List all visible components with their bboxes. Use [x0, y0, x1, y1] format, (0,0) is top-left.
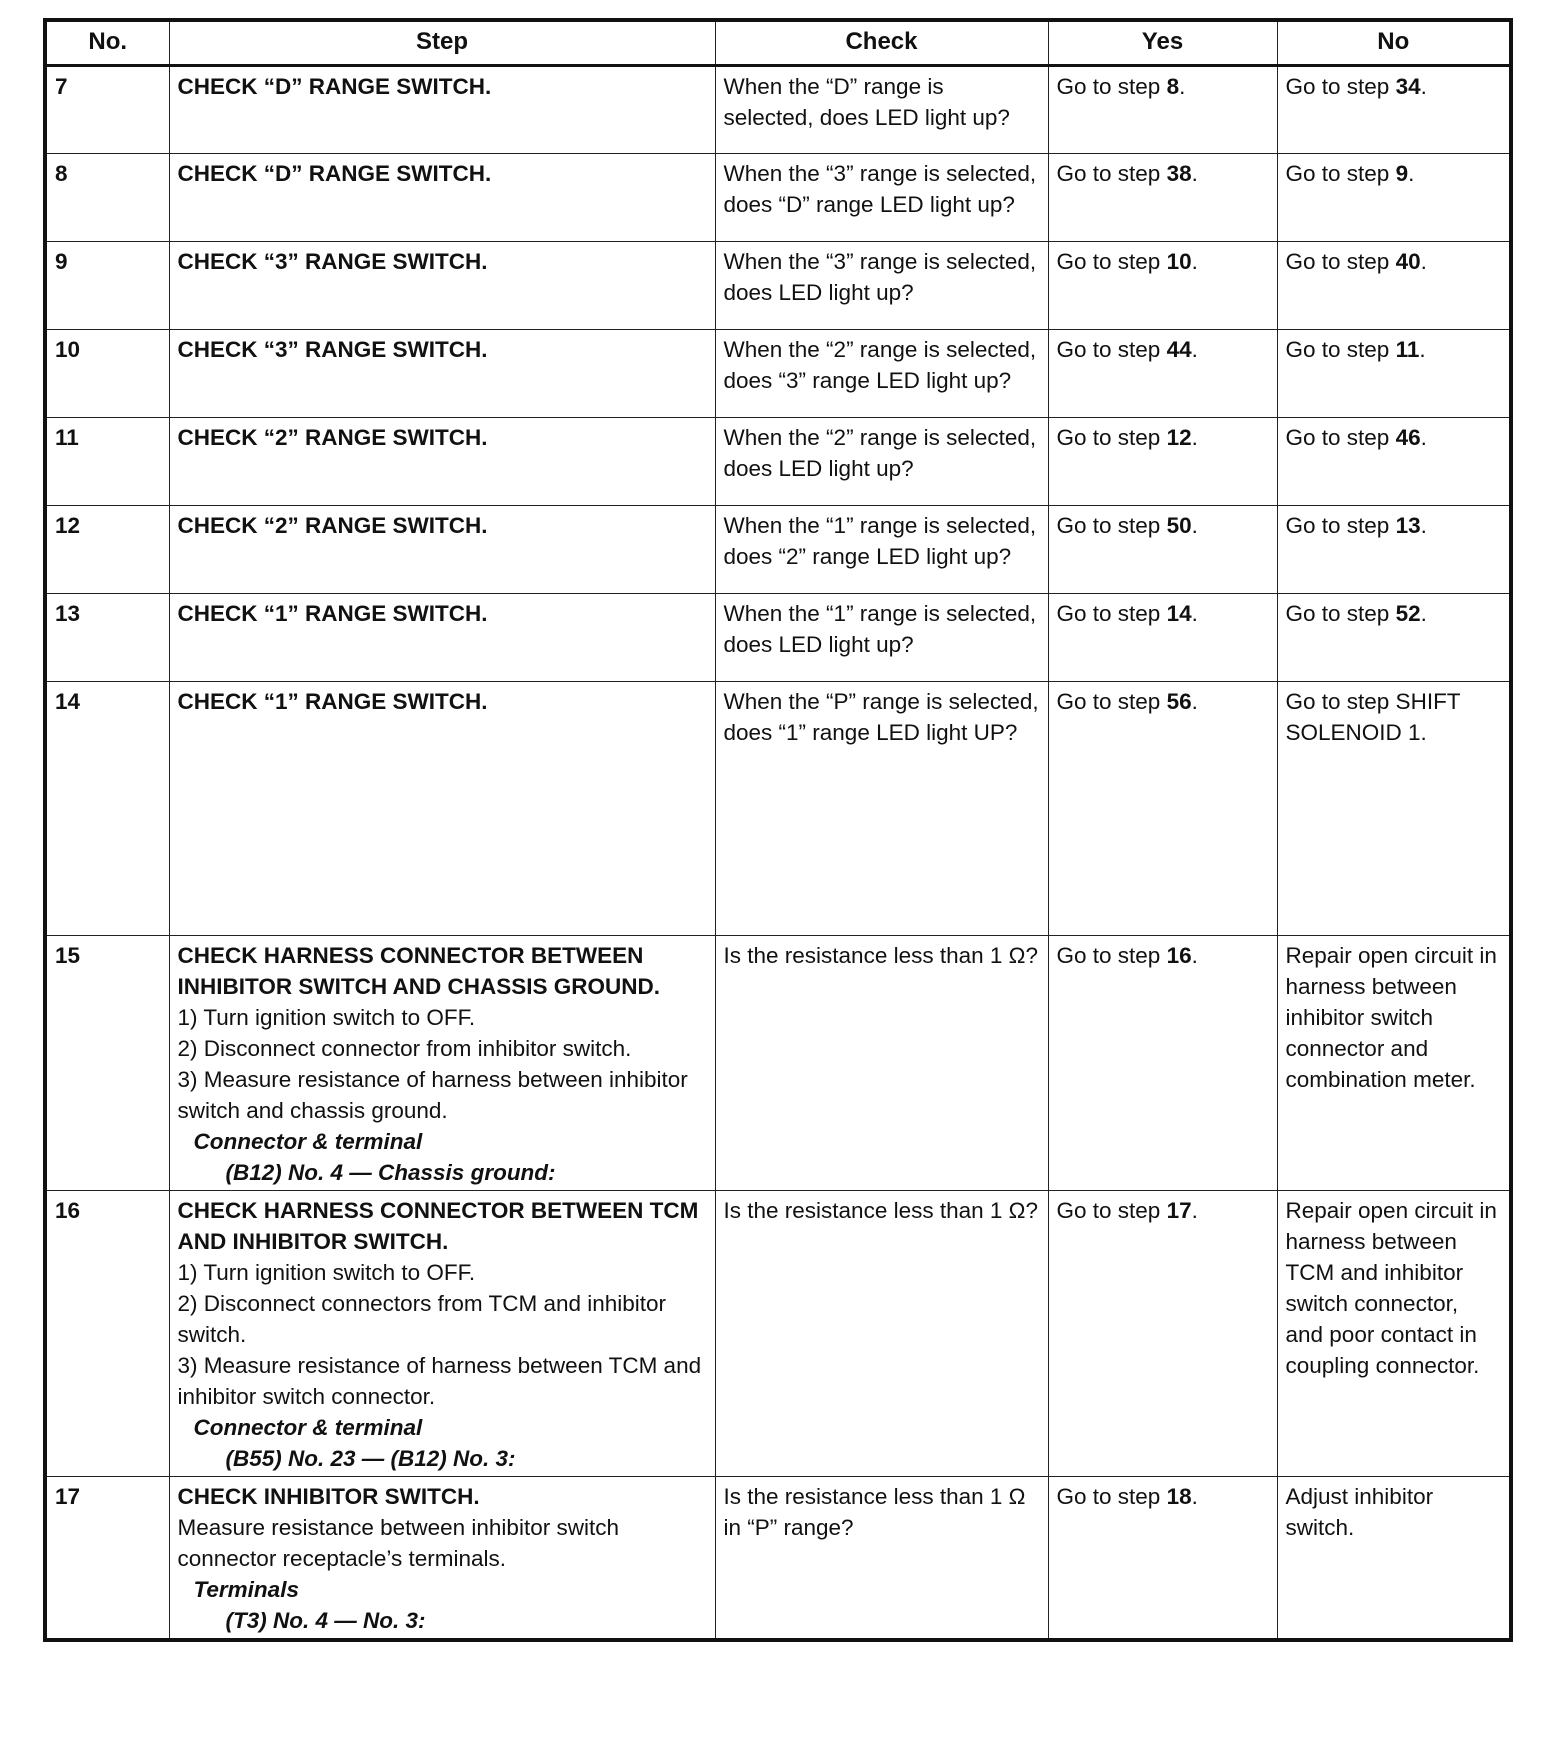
step-title: CHECK “3” RANGE SWITCH. [177, 249, 488, 274]
step-number: 11 [45, 418, 169, 506]
yes-cell [1048, 66, 1277, 154]
goto-prefix: Go to step [1056, 513, 1167, 538]
step-title: CHECK “2” RANGE SWITCH. [177, 513, 488, 538]
step-cell [169, 1191, 715, 1477]
step-instruction: 1) Turn ignition switch to OFF. [177, 1005, 476, 1030]
table-row [45, 1477, 1511, 1641]
no-step-number: 52 [1395, 601, 1421, 626]
check-cell [715, 242, 1048, 330]
step-instruction: 2) Disconnect connector from inhibitor switch. [177, 1036, 632, 1061]
step-cell [169, 936, 715, 1191]
yes-cell [1048, 242, 1277, 330]
goto-prefix: Go to step [1056, 74, 1167, 99]
header-yes: Yes [1048, 20, 1277, 66]
check-cell [715, 936, 1048, 1191]
step-title: CHECK “1” RANGE SWITCH. [177, 601, 488, 626]
yes-cell [1048, 154, 1277, 242]
goto-suffix: . [1191, 425, 1198, 450]
step-title: CHECK “D” RANGE SWITCH. [177, 161, 492, 186]
check-question: When the “3” range is selected, does LED light up? [723, 249, 1037, 305]
yes-step-number: 10 [1166, 249, 1192, 274]
goto-suffix: . [1191, 513, 1198, 538]
yes-step-number: 12 [1166, 425, 1192, 450]
table-row [45, 154, 1511, 242]
goto-prefix: Go to step [1285, 601, 1396, 626]
step-cell [169, 242, 715, 330]
step-number: 15 [45, 936, 169, 1191]
no-cell [1277, 66, 1511, 154]
step-title: CHECK “3” RANGE SWITCH. [177, 337, 488, 362]
no-action-text: Repair open circuit in harness between TCM and inhibitor switch connector, and poor contact in coupling connector. [1285, 1198, 1497, 1378]
goto-suffix: . [1191, 1484, 1198, 1509]
goto-suffix: . [1191, 689, 1198, 714]
check-cell [715, 506, 1048, 594]
no-cell [1277, 154, 1511, 242]
no-step-number: 34 [1395, 74, 1421, 99]
yes-cell [1048, 506, 1277, 594]
check-cell [715, 1191, 1048, 1477]
table-header [45, 20, 1511, 66]
step-cell [169, 594, 715, 682]
goto-prefix: Go to step [1285, 249, 1396, 274]
no-cell [1277, 1477, 1511, 1641]
step-title: CHECK HARNESS CONNECTOR BETWEEN INHIBITOR SWITCH AND CHASSIS GROUND. [177, 943, 661, 999]
check-question: Is the resistance less than 1 Ω? [723, 943, 1038, 968]
check-question: Is the resistance less than 1 Ω in “P” range? [723, 1484, 1026, 1540]
step-cell [169, 1477, 715, 1641]
step-number: 17 [45, 1477, 169, 1641]
check-cell [715, 682, 1048, 936]
table-row [45, 506, 1511, 594]
check-question: When the “3” range is selected, does “D” range LED light up? [723, 161, 1037, 217]
goto-suffix: . [1191, 601, 1198, 626]
no-cell [1277, 418, 1511, 506]
step-instruction: 3) Measure resistance of harness between inhibitor switch and chassis ground. [177, 1067, 688, 1123]
no-cell [1277, 1191, 1511, 1477]
step-instruction: 3) Measure resistance of harness between TCM and inhibitor switch connector. [177, 1353, 702, 1409]
goto-suffix: . [1179, 74, 1186, 99]
step-number: 8 [45, 154, 169, 242]
step-number: 13 [45, 594, 169, 682]
table-row [45, 936, 1511, 1191]
goto-prefix: Go to step [1285, 337, 1396, 362]
goto-prefix: Go to step [1285, 161, 1396, 186]
goto-suffix: . [1408, 161, 1415, 186]
no-action-text: Repair open circuit in harness between inhibitor switch connector and combination meter. [1285, 943, 1497, 1092]
no-cell [1277, 936, 1511, 1191]
no-cell [1277, 242, 1511, 330]
no-step-number: 11 [1395, 337, 1420, 362]
header-check: Check [715, 20, 1048, 66]
goto-prefix: Go to step [1056, 337, 1167, 362]
terminal-value: (T3) No. 4 — No. 3: [225, 1608, 426, 1633]
yes-cell [1048, 682, 1277, 936]
step-cell [169, 682, 715, 936]
check-cell [715, 154, 1048, 242]
check-cell [715, 66, 1048, 154]
step-instruction: Measure resistance between inhibitor switch connector receptacle’s terminals. [177, 1515, 619, 1571]
goto-suffix: . [1191, 337, 1198, 362]
table-row [45, 682, 1511, 936]
yes-step-number: 17 [1166, 1198, 1192, 1223]
no-action-text: Adjust inhibitor switch. [1285, 1484, 1434, 1540]
goto-prefix: Go to step [1056, 1484, 1167, 1509]
no-cell [1277, 506, 1511, 594]
goto-suffix: . [1191, 161, 1198, 186]
step-cell [169, 418, 715, 506]
yes-step-number: 14 [1166, 601, 1192, 626]
terminal-value: (B12) No. 4 — Chassis ground: [225, 1160, 556, 1185]
step-number: 10 [45, 330, 169, 418]
no-cell [1277, 682, 1511, 936]
yes-cell [1048, 418, 1277, 506]
yes-cell [1048, 594, 1277, 682]
table-row [45, 1191, 1511, 1477]
no-action-text: Go to step SHIFT SOLENOID 1. [1285, 689, 1461, 745]
no-cell [1277, 330, 1511, 418]
step-number: 16 [45, 1191, 169, 1477]
header-step: Step [169, 20, 715, 66]
terminal-label: Connector & terminal [193, 1415, 423, 1440]
table-body [45, 66, 1511, 1641]
no-cell [1277, 594, 1511, 682]
yes-cell [1048, 936, 1277, 1191]
check-question: Is the resistance less than 1 Ω? [723, 1198, 1038, 1223]
yes-cell [1048, 1477, 1277, 1641]
yes-step-number: 44 [1166, 337, 1192, 362]
header-no: No. [45, 20, 169, 66]
table-row [45, 594, 1511, 682]
check-question: When the “1” range is selected, does “2” range LED light up? [723, 513, 1037, 569]
check-question: When the “P” range is selected, does “1” range LED light UP? [723, 689, 1039, 745]
step-instruction: 1) Turn ignition switch to OFF. [177, 1260, 476, 1285]
step-number: 9 [45, 242, 169, 330]
step-title: CHECK “D” RANGE SWITCH. [177, 74, 492, 99]
goto-suffix: . [1191, 249, 1198, 274]
step-cell [169, 506, 715, 594]
goto-suffix: . [1191, 943, 1198, 968]
goto-prefix: Go to step [1056, 689, 1167, 714]
step-number: 7 [45, 66, 169, 154]
diagnostic-table [43, 18, 1513, 1642]
yes-cell [1048, 330, 1277, 418]
terminal-label: Connector & terminal [193, 1129, 423, 1154]
yes-step-number: 8 [1166, 74, 1180, 99]
goto-prefix: Go to step [1056, 1198, 1167, 1223]
table-row [45, 66, 1511, 154]
step-cell [169, 66, 715, 154]
goto-prefix: Go to step [1056, 601, 1167, 626]
step-number: 14 [45, 682, 169, 936]
check-question: When the “D” range is selected, does LED light up? [723, 74, 1010, 130]
step-title: CHECK “2” RANGE SWITCH. [177, 425, 488, 450]
check-cell [715, 418, 1048, 506]
terminal-value: (B55) No. 23 — (B12) No. 3: [225, 1446, 516, 1471]
yes-cell [1048, 1191, 1277, 1477]
step-cell [169, 154, 715, 242]
step-title: CHECK “1” RANGE SWITCH. [177, 689, 488, 714]
goto-prefix: Go to step [1285, 74, 1396, 99]
goto-prefix: Go to step [1056, 425, 1167, 450]
check-question: When the “2” range is selected, does LED light up? [723, 425, 1037, 481]
header-row [45, 20, 1511, 66]
check-cell [715, 330, 1048, 418]
no-step-number: 40 [1395, 249, 1421, 274]
table-row [45, 242, 1511, 330]
check-cell [715, 1477, 1048, 1641]
goto-prefix: Go to step [1285, 425, 1396, 450]
yes-step-number: 56 [1166, 689, 1192, 714]
table-row [45, 330, 1511, 418]
goto-suffix: . [1420, 425, 1427, 450]
goto-prefix: Go to step [1285, 513, 1396, 538]
yes-step-number: 50 [1166, 513, 1192, 538]
yes-step-number: 18 [1166, 1484, 1192, 1509]
goto-prefix: Go to step [1056, 249, 1167, 274]
table-row [45, 418, 1511, 506]
step-cell [169, 330, 715, 418]
step-instruction: 2) Disconnect connectors from TCM and inhibitor switch. [177, 1291, 667, 1347]
goto-suffix: . [1420, 249, 1427, 274]
goto-suffix: . [1420, 513, 1427, 538]
goto-suffix: . [1420, 601, 1427, 626]
goto-prefix: Go to step [1056, 943, 1167, 968]
step-number: 12 [45, 506, 169, 594]
goto-suffix: . [1191, 1198, 1198, 1223]
check-cell [715, 594, 1048, 682]
no-step-number: 46 [1395, 425, 1421, 450]
terminal-label: Terminals [193, 1577, 299, 1602]
no-step-number: 9 [1395, 161, 1409, 186]
yes-step-number: 16 [1166, 943, 1192, 968]
goto-prefix: Go to step [1056, 161, 1167, 186]
step-title: CHECK HARNESS CONNECTOR BETWEEN TCM AND INHIBITOR SWITCH. [177, 1198, 699, 1254]
check-question: When the “1” range is selected, does LED light up? [723, 601, 1037, 657]
goto-suffix: . [1420, 74, 1427, 99]
no-step-number: 13 [1395, 513, 1421, 538]
header-no-result: No [1277, 20, 1511, 66]
step-title: CHECK INHIBITOR SWITCH. [177, 1484, 480, 1509]
yes-step-number: 38 [1166, 161, 1192, 186]
goto-suffix: . [1419, 337, 1426, 362]
check-question: When the “2” range is selected, does “3” range LED light up? [723, 337, 1037, 393]
diagnostic-table-sheet [43, 18, 1509, 1642]
